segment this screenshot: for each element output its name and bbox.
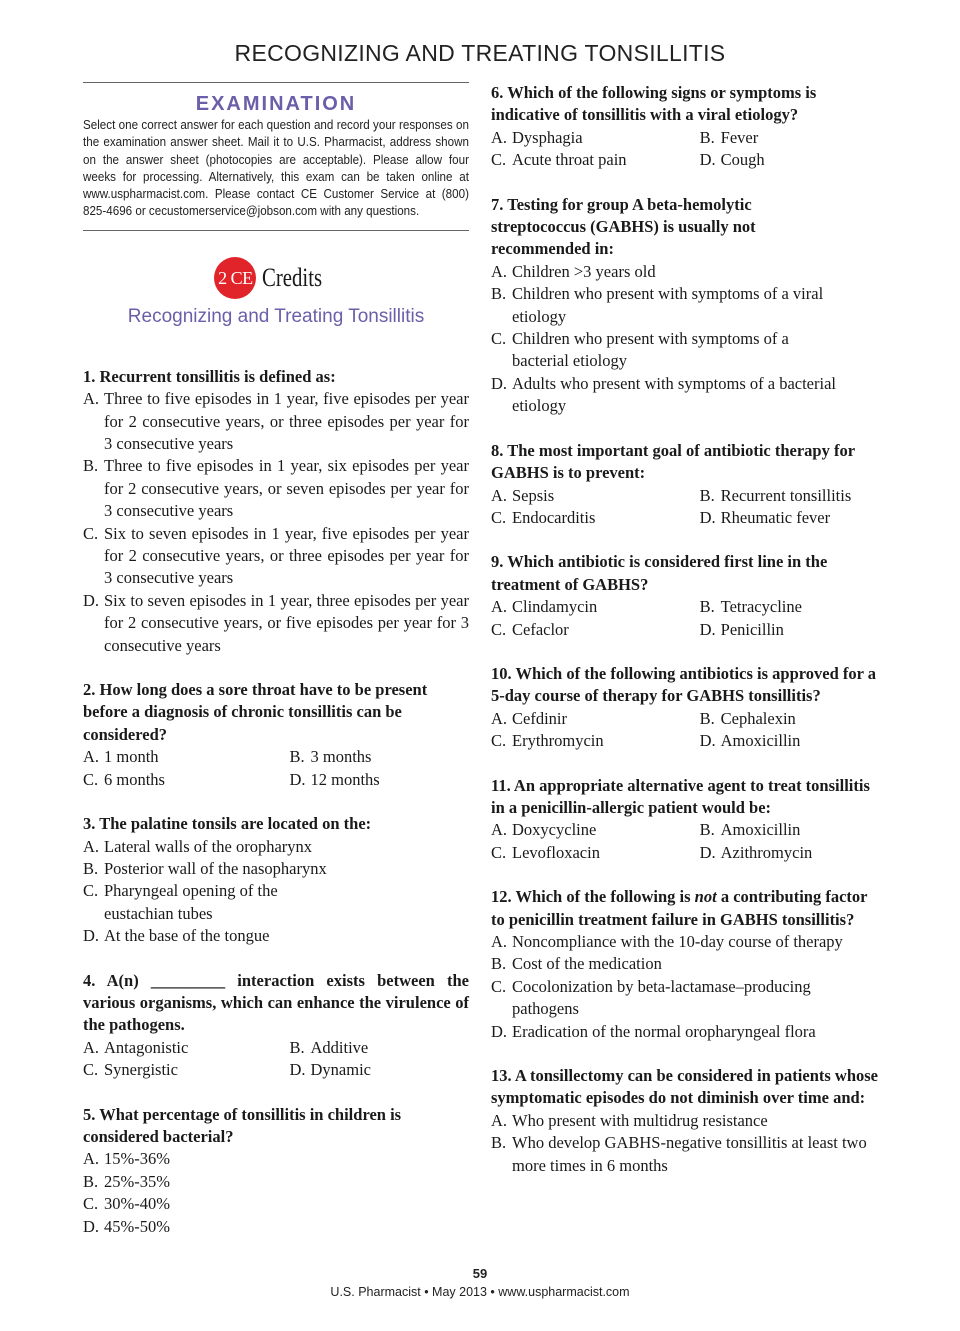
option-c[interactable] xyxy=(83,1193,469,1215)
option-text: Cost of the medication xyxy=(512,954,662,974)
option-letter: D. xyxy=(83,1216,100,1236)
option-text: Additive xyxy=(310,1037,369,1057)
ce-credits-badge xyxy=(83,257,469,299)
course-title: Recognizing and Treating Tonsillitis xyxy=(127,305,425,327)
option-text: Who develop GABHS-negative tonsillitis at least two more times in 6 months xyxy=(512,1133,867,1175)
question-7 xyxy=(491,194,881,418)
option-letter: B. xyxy=(289,1037,305,1057)
option-text: Tetracycline xyxy=(720,597,802,617)
option-d[interactable] xyxy=(700,149,895,171)
examination-box xyxy=(83,82,469,231)
option-letter: A. xyxy=(83,1149,100,1169)
options-row xyxy=(491,507,881,529)
option-text: Posterior wall of the nasopharynx xyxy=(104,858,327,878)
option-letter: C. xyxy=(83,881,99,901)
question-text: 8. The most important goal of antibiotic therapy for GABHS is to prevent: xyxy=(491,440,855,483)
option-text: Three to five episodes in 1 year, six episodes per year for 2 consecutive years, or seven episodes per year for 3 consecutive years xyxy=(104,456,469,521)
option-text: Dynamic xyxy=(310,1060,371,1080)
options-row xyxy=(491,485,881,507)
option-d[interactable] xyxy=(700,619,895,641)
option-letter: B. xyxy=(83,1171,99,1191)
option-c[interactable] xyxy=(491,730,700,752)
option-d[interactable] xyxy=(700,730,895,752)
option-text: Doxycycline xyxy=(512,820,597,840)
option-text: Cocolonization by beta-lactamase–producing pathogens xyxy=(512,976,811,1019)
option-text: Sepsis xyxy=(512,485,555,505)
option-b[interactable] xyxy=(290,746,483,768)
option-text: 45%-50% xyxy=(104,1216,170,1236)
option-letter: C. xyxy=(491,842,507,862)
option-letter: D. xyxy=(289,1060,306,1080)
options-row xyxy=(491,708,881,730)
option-text: Pharyngeal opening of the eustachian tubes xyxy=(104,881,278,923)
options-row xyxy=(491,149,881,171)
option-letter: A. xyxy=(491,820,508,840)
option-d[interactable] xyxy=(290,769,483,791)
option-letter: A. xyxy=(491,597,508,617)
option-b[interactable] xyxy=(700,127,895,149)
option-b[interactable] xyxy=(290,1037,483,1059)
option-a[interactable] xyxy=(83,1148,469,1170)
option-b[interactable] xyxy=(491,953,881,975)
option-b[interactable] xyxy=(700,819,895,841)
option-letter: C. xyxy=(491,507,507,527)
option-a[interactable] xyxy=(491,708,700,730)
option-a[interactable] xyxy=(491,596,700,618)
option-letter: B. xyxy=(491,1133,507,1153)
option-text: Recurrent tonsillitis xyxy=(720,485,852,505)
option-letter: B. xyxy=(699,597,715,617)
question-text: 5. What percentage of tonsillitis in children is considered bacterial? xyxy=(83,1104,402,1146)
option-letter: B. xyxy=(491,284,507,304)
option-letter: A. xyxy=(491,932,508,951)
option-text: Amoxicillin xyxy=(720,820,801,840)
option-text: Antagonistic xyxy=(104,1037,189,1057)
question-5 xyxy=(83,1104,469,1238)
option-text: At the base of the tongue xyxy=(104,926,270,946)
question-11 xyxy=(491,775,881,865)
option-a[interactable] xyxy=(491,819,700,841)
question-text xyxy=(491,886,881,931)
option-letter: D. xyxy=(699,842,716,862)
question-text: 11. An appropriate alternative agent to treat tonsillitis in a penicillin-allergic patient would be: xyxy=(491,775,870,817)
option-b[interactable] xyxy=(700,485,895,507)
option-a[interactable] xyxy=(83,388,469,455)
option-text: Cephalexin xyxy=(720,708,796,728)
question-text: 1. Recurrent tonsillitis is defined as: xyxy=(83,366,336,386)
option-letter: D. xyxy=(699,150,716,170)
examination-instructions: Select one correct answer for each question and record your responses on the examination answer sheet. Mail it to U.S. Pharmacist, address shown on the answer sheet (photocopies are acceptable). Please allow four weeks for processing. Alternatively, this exam can be taken online at www.uspharmacist.com. Please contact CE Customer Service at (800) 825-4696 or cecustomerservice@jobson.com with any questions. xyxy=(83,118,469,219)
option-text: Cefdinir xyxy=(512,708,567,728)
option-b[interactable] xyxy=(700,708,895,730)
question-3 xyxy=(83,813,469,947)
option-letter: B. xyxy=(699,820,715,840)
right-column xyxy=(491,82,881,1177)
option-letter: C. xyxy=(83,1194,99,1214)
option-d[interactable] xyxy=(700,507,895,529)
option-text: Amoxicillin xyxy=(720,731,801,751)
option-c[interactable] xyxy=(491,976,881,1021)
option-d[interactable] xyxy=(83,925,469,947)
options-row xyxy=(83,1037,469,1059)
question-text-before: 12. Which of the following is xyxy=(491,887,691,907)
option-b[interactable] xyxy=(83,455,469,522)
option-text: Cough xyxy=(720,150,765,170)
option-letter: B. xyxy=(699,708,715,728)
option-text: Levofloxacin xyxy=(512,842,600,862)
option-letter: D. xyxy=(699,507,716,527)
option-letter: A. xyxy=(83,836,100,856)
publication-footer: U.S. Pharmacist • May 2013 • www.uspharmacist.com xyxy=(330,1285,630,1299)
option-letter: A. xyxy=(83,747,100,767)
left-column xyxy=(83,82,469,1238)
options-row xyxy=(491,842,881,864)
option-text: Rheumatic fever xyxy=(720,507,831,527)
option-a[interactable] xyxy=(491,1110,881,1132)
question-8 xyxy=(491,440,881,530)
question-text: 13. A tonsillectomy can be considered in patients whose symptomatic episodes do not diminish over time and: xyxy=(491,1066,879,1108)
option-letter: B. xyxy=(699,485,715,505)
ce-credits-label: Credits xyxy=(262,262,323,292)
options-row xyxy=(83,1059,469,1081)
option-letter: A. xyxy=(491,708,508,728)
question-text: 6. Which of the following signs or symptoms is indicative of tonsillitis with a viral etiology? xyxy=(491,83,817,125)
option-text: Clindamycin xyxy=(512,597,598,617)
option-letter: C. xyxy=(491,731,507,751)
option-letter: A. xyxy=(491,261,508,281)
option-d[interactable] xyxy=(290,1059,483,1081)
option-a[interactable] xyxy=(491,485,700,507)
option-text: Dysphagia xyxy=(512,127,583,147)
option-letter: D. xyxy=(83,926,100,946)
option-text: Six to seven episodes in 1 year, five episodes per year for 2 consecutive years, or three episodes per year for 3 consecutive years xyxy=(104,523,469,588)
option-d[interactable] xyxy=(83,590,469,657)
question-text: 10. Which of the following antibiotics is approved for a 5-day course of therapy for GABHS tonsillitis? xyxy=(491,663,877,706)
option-letter: A. xyxy=(491,485,508,505)
option-text: Six to seven episodes in 1 year, three episodes per year for 2 consecutive years, or five episodes per year for 3 consecutive years xyxy=(104,590,469,655)
option-letter: C. xyxy=(491,619,507,639)
option-text: Penicillin xyxy=(720,619,784,639)
question-text: 4. A(n) _________ interaction exists between the various organisms, which can enhance the virulence of the pathogens. xyxy=(83,970,469,1035)
option-text: Synergistic xyxy=(104,1060,178,1080)
option-text: Three to five episodes in 1 year, five episodes per year for 2 consecutive years, or three episodes per year for 3 consecutive years xyxy=(104,389,469,453)
page-number: 59 xyxy=(472,1266,488,1281)
option-letter: B. xyxy=(83,858,99,878)
option-text: Eradication of the normal oropharyngeal flora xyxy=(512,1021,816,1041)
option-b[interactable] xyxy=(83,858,469,880)
option-text: 1 month xyxy=(104,747,159,767)
option-a[interactable] xyxy=(83,836,469,858)
option-c[interactable] xyxy=(83,523,469,590)
option-c[interactable] xyxy=(491,842,700,864)
option-letter: C. xyxy=(491,329,507,349)
option-letter: B. xyxy=(491,954,507,974)
option-letter: C. xyxy=(491,150,507,170)
option-text: 12 months xyxy=(310,769,380,789)
question-10 xyxy=(491,663,881,753)
option-letter: B. xyxy=(289,747,305,767)
question-9 xyxy=(491,551,881,641)
option-text: Children who present with symptoms of a viral etiology xyxy=(512,284,824,326)
option-text: Fever xyxy=(720,127,759,147)
options-row xyxy=(491,619,881,641)
option-letter: D. xyxy=(83,590,100,610)
option-text: 6 months xyxy=(104,769,165,789)
option-c[interactable] xyxy=(83,880,469,925)
option-c[interactable] xyxy=(491,328,881,373)
option-letter: A. xyxy=(491,1110,508,1130)
ce-circle-icon: 2 CE xyxy=(214,257,256,299)
option-text: Who present with multidrug resistance xyxy=(512,1110,768,1130)
option-letter: A. xyxy=(83,1037,100,1057)
option-letter: B. xyxy=(83,456,99,476)
option-b[interactable] xyxy=(491,1132,881,1177)
option-c[interactable] xyxy=(83,769,290,791)
question-1 xyxy=(83,366,469,657)
option-text: Erythromycin xyxy=(512,731,604,751)
option-letter: C. xyxy=(83,769,99,789)
options-row xyxy=(491,127,881,149)
option-text: Acute throat pain xyxy=(512,150,627,170)
option-letter: B. xyxy=(699,127,715,147)
option-text: 30%-40% xyxy=(104,1194,170,1214)
question-text: 2. How long does a sore throat have to be present before a diagnosis of chronic tonsillitis can be considered? xyxy=(83,680,428,744)
option-a[interactable] xyxy=(491,127,700,149)
option-text: Noncompliance with the 10-day course of therapy xyxy=(512,932,843,951)
option-letter: C. xyxy=(83,1060,99,1080)
option-a[interactable] xyxy=(491,261,881,283)
option-d[interactable] xyxy=(700,842,895,864)
option-d[interactable] xyxy=(83,1216,469,1238)
question-text-after: a contributing factor to penicillin treatment failure in GABHS tonsillitis? xyxy=(491,887,868,929)
option-b[interactable] xyxy=(83,1171,469,1193)
option-letter: D. xyxy=(491,1021,508,1041)
question-12 xyxy=(491,886,881,1043)
option-text: Children >3 years old xyxy=(512,261,656,281)
option-text: 3 months xyxy=(310,747,372,767)
option-letter: D. xyxy=(699,619,716,639)
option-a[interactable] xyxy=(83,746,290,768)
question-13 xyxy=(491,1065,881,1177)
option-c[interactable] xyxy=(83,1059,290,1081)
option-letter: A. xyxy=(83,389,100,409)
option-text: 25%-35% xyxy=(104,1171,170,1191)
option-text: Adults who present with symptoms of a bacterial etiology xyxy=(512,373,836,416)
option-c[interactable] xyxy=(491,619,700,641)
option-letter: C. xyxy=(83,523,99,543)
question-2 xyxy=(83,679,469,791)
option-d[interactable] xyxy=(491,1021,881,1043)
option-text: Children who present with symptoms of a bacterial etiology xyxy=(512,329,789,371)
option-a[interactable] xyxy=(491,931,881,953)
option-letter: D. xyxy=(491,373,508,393)
options-row xyxy=(491,730,881,752)
option-a[interactable] xyxy=(83,1037,290,1059)
question-text: 7. Testing for group A beta-hemolytic streptococcus (GABHS) is usually not recommended in: xyxy=(491,194,756,259)
option-letter: D. xyxy=(289,769,306,789)
examination-title: EXAMINATION xyxy=(195,93,357,115)
option-c[interactable] xyxy=(491,507,700,529)
question-text: 3. The palatine tonsils are located on the: xyxy=(83,814,372,834)
option-text: 15%-36% xyxy=(104,1149,170,1169)
question-text: 9. Which antibiotic is considered first line in the treatment of GABHS? xyxy=(491,552,828,594)
option-d[interactable] xyxy=(491,373,881,418)
question-4 xyxy=(83,970,469,1082)
options-row xyxy=(491,819,881,841)
option-text: Azithromycin xyxy=(720,842,813,862)
option-b[interactable] xyxy=(700,596,895,618)
options-row xyxy=(491,596,881,618)
question-6 xyxy=(491,82,881,172)
options-row xyxy=(83,746,469,768)
running-header: RECOGNIZING AND TREATING TONSILLITIS xyxy=(234,40,726,66)
option-text: Cefaclor xyxy=(512,619,569,639)
options-row xyxy=(83,769,469,791)
option-text: Endocarditis xyxy=(512,507,596,527)
option-letter: D. xyxy=(699,731,716,751)
question-text-emphasis: not xyxy=(694,887,717,907)
option-letter: C. xyxy=(491,976,507,996)
option-text: Lateral walls of the oropharynx xyxy=(104,836,313,856)
option-letter: A. xyxy=(491,127,508,147)
option-c[interactable] xyxy=(491,149,700,171)
option-b[interactable] xyxy=(491,283,881,328)
